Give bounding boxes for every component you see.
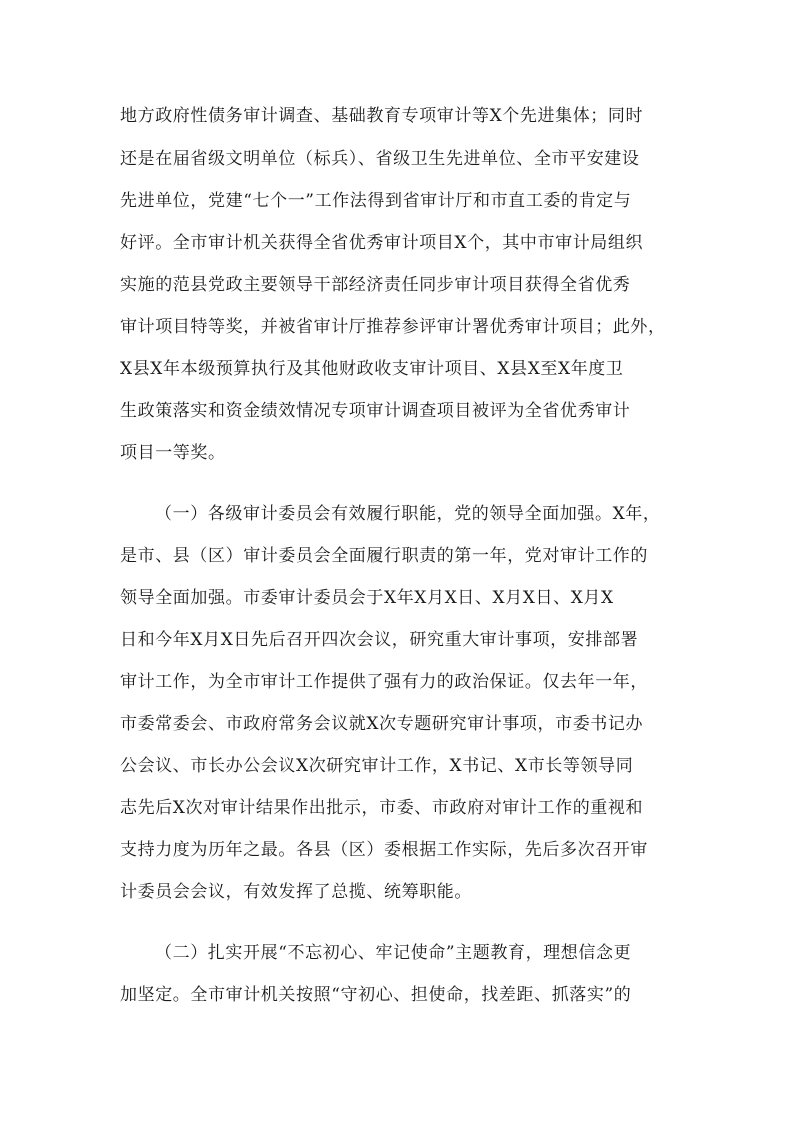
paragraph-1-line-7: X县X年本级预算执行及其他财政收支审计项目、X县X至X年度卫	[120, 359, 624, 379]
paragraph-2-line-1: （一）各级审计委员会有效履行职能，党的领导全面加强。X年，	[155, 504, 661, 524]
paragraph-3-line-2: 加坚定。全市审计机关按照“守初心、担使命，找差距、抓落实”的	[120, 985, 632, 1005]
paragraph-1-line-8: 生政策落实和资金绩效情况专项审计调查项目被评为全省优秀审计	[120, 401, 631, 421]
paragraph-2-line-2: 是市、县（区）审计委员会全面履行职责的第一年，党对审计工作的	[120, 546, 648, 566]
paragraph-1-line-3: 先进单位，党建“七个一”工作法得到省审计厅和市直工委的肯定与	[120, 191, 632, 211]
paragraph-2-line-6: 市委常委会、市政府常务会议就X次专题研究审计事项，市委书记办	[120, 714, 644, 734]
paragraph-2-line-7: 公会议、市长办公会议X次研究审计工作，X书记、X市长等领导同	[120, 756, 634, 776]
paragraph-1-line-2: 还是在届省级文明单位（标兵）、省级卫生先进单位、全市平安建设	[120, 149, 640, 169]
paragraph-2-line-3: 领导全面加强。市委审计委员会于X年X月X日、X月X日、X月X	[120, 588, 614, 608]
paragraph-2-line-9: 支持力度为历年之最。各县（区）委根据工作实际，先后多次召开审	[120, 840, 648, 860]
paragraph-1-line-9: 项目一等奖。	[120, 443, 226, 463]
paragraph-1-line-4: 好评。全市审计机关获得全省优秀审计项目X个，其中市审计局组织	[120, 233, 644, 253]
paragraph-2-line-5: 审计工作，为全市审计工作提供了强有力的政治保证。仅去年一年，	[120, 672, 648, 692]
paragraph-1-line-6: 审计项目特等奖，并被省审计厅推荐参评审计署优秀审计项目；此外，	[120, 317, 666, 337]
paragraph-2-line-10: 计委员会会议，有效发挥了总揽、统筹职能。	[120, 882, 472, 902]
paragraph-1-line-5: 实施的范县党政主要领导干部经济责任同步审计项目获得全省优秀	[120, 275, 631, 295]
paragraph-2-line-8: 志先后X次对审计结果作出批示，市委、市政府对审计工作的重视和	[120, 798, 644, 818]
paragraph-2-line-4: 日和今年X月X日先后召开四次会议，研究重大审计事项，安排部署	[120, 630, 639, 650]
paragraph-1-line-1: 地方政府性债务审计调查、基础教育专项审计等X个先进集体；同时	[120, 106, 644, 126]
paragraph-3-line-1: （二）扎实开展“不忘初心、牢记使命”主题教育，理想信念更	[155, 943, 632, 963]
